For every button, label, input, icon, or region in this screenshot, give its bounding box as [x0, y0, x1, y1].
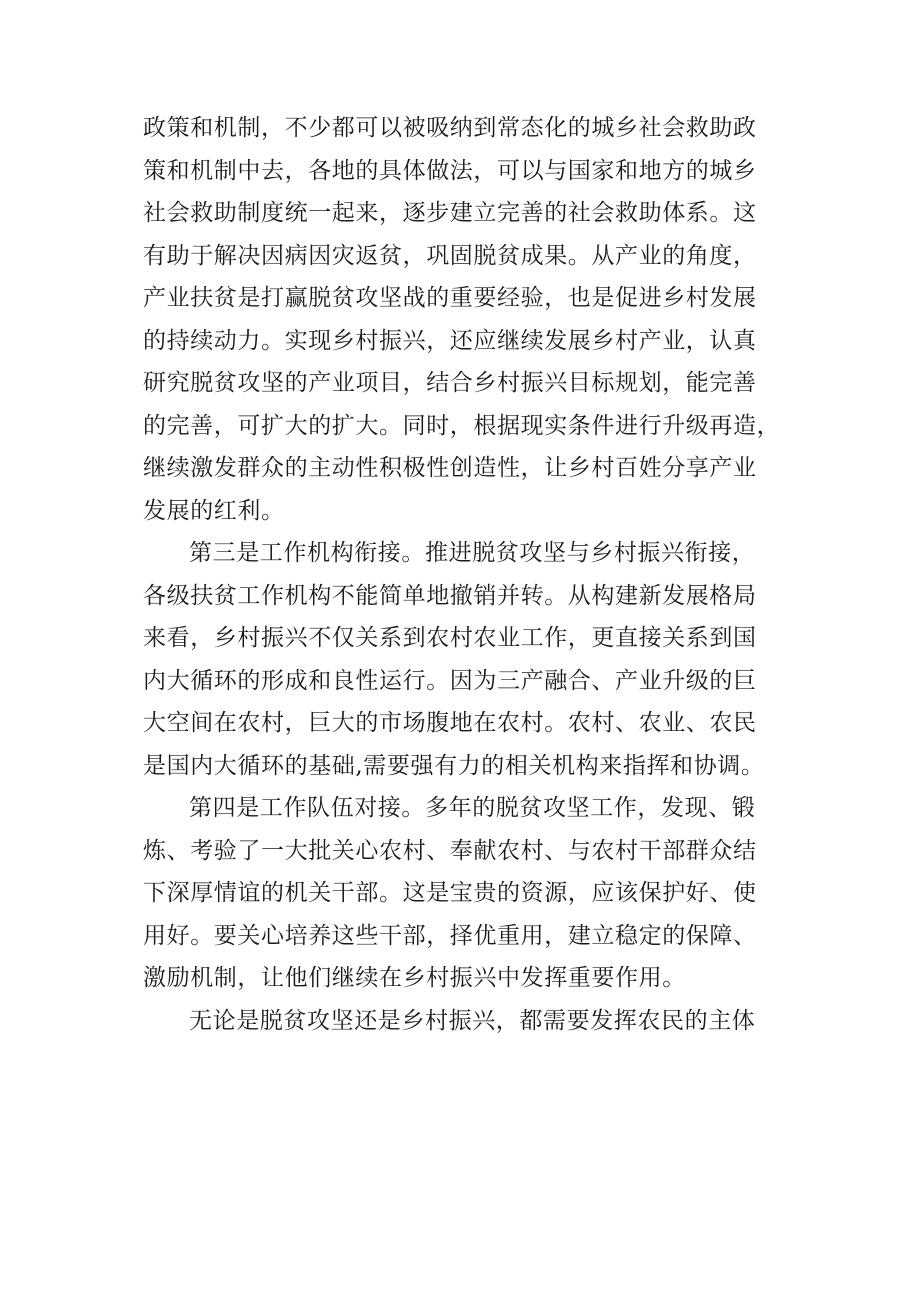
text-line: 继续激发群众的主动性积极性创造性，让乡村百姓分享产业: [143, 455, 757, 481]
text-line: 发展的红利。: [143, 497, 285, 524]
text-line: 研究脱贫攻坚的产业项目，结合乡村振兴目标规划，能完善: [143, 370, 757, 396]
text-line: 下深厚情谊的机关干部。这是宝贵的资源，应该保护好、使: [143, 880, 757, 906]
text-line: 社会救助制度统一起来，逐步建立完善的社会救助体系。这: [143, 200, 757, 226]
text-line: 策和机制中去，各地的具体做法，可以与国家和地方的城乡: [143, 157, 757, 184]
text-line: 政策和机制，不少都可以被吸纳到常态化的城乡社会救助政: [143, 115, 757, 141]
text-line: 第四是工作队伍对接。多年的脱贫攻坚工作，发现、锻: [189, 795, 756, 821]
paragraph-work-team: [143, 787, 783, 1000]
text-line: 炼、考验了一大批关心农村、奉献农村、与农村干部群众结: [143, 837, 757, 864]
document-body: [143, 107, 783, 1042]
text-line: 是国内大循环的基础,需要强有力的相关机构来指挥和协调。: [143, 752, 765, 779]
text-line: 的完善，可扩大的扩大。同时，根据现实条件进行升级再造，: [143, 412, 781, 439]
text-line: 无论是脱贫攻坚还是乡村振兴，都需要发挥农民的主体: [189, 1007, 756, 1034]
text-line: 第三是工作机构衔接。推进脱贫攻坚与乡村振兴衔接，: [189, 540, 756, 566]
text-line: 的持续动力。实现乡村振兴，还应继续发展乡村产业，认真: [143, 327, 757, 354]
text-line: 来看，乡村振兴不仅关系到农村农业工作，更直接关系到国: [143, 625, 757, 651]
text-line: 各级扶贫工作机构不能简单地撤销并转。从构建新发展格局: [143, 582, 757, 609]
text-line: 产业扶贫是打赢脱贫攻坚战的重要经验，也是促进乡村发展: [143, 285, 757, 311]
text-line: 有助于解决因病因灾返贫，巩固脱贫成果。从产业的角度，: [143, 242, 757, 269]
text-line: 内大循环的形成和良性运行。因为三产融合、产业升级的巨: [143, 667, 757, 694]
paragraph-social-assistance: [143, 107, 783, 532]
paragraph-work-institutions: [143, 532, 783, 787]
text-line: 用好。要关心培养这些干部，择优重用，建立稳定的保障、: [143, 922, 757, 949]
paragraph-farmers-subject: [143, 1000, 783, 1043]
text-line: 激励机制，让他们继续在乡村振兴中发挥重要作用。: [143, 965, 686, 991]
text-line: 大空间在农村，巨大的市场腹地在农村。农村、农业、农民: [143, 710, 757, 736]
